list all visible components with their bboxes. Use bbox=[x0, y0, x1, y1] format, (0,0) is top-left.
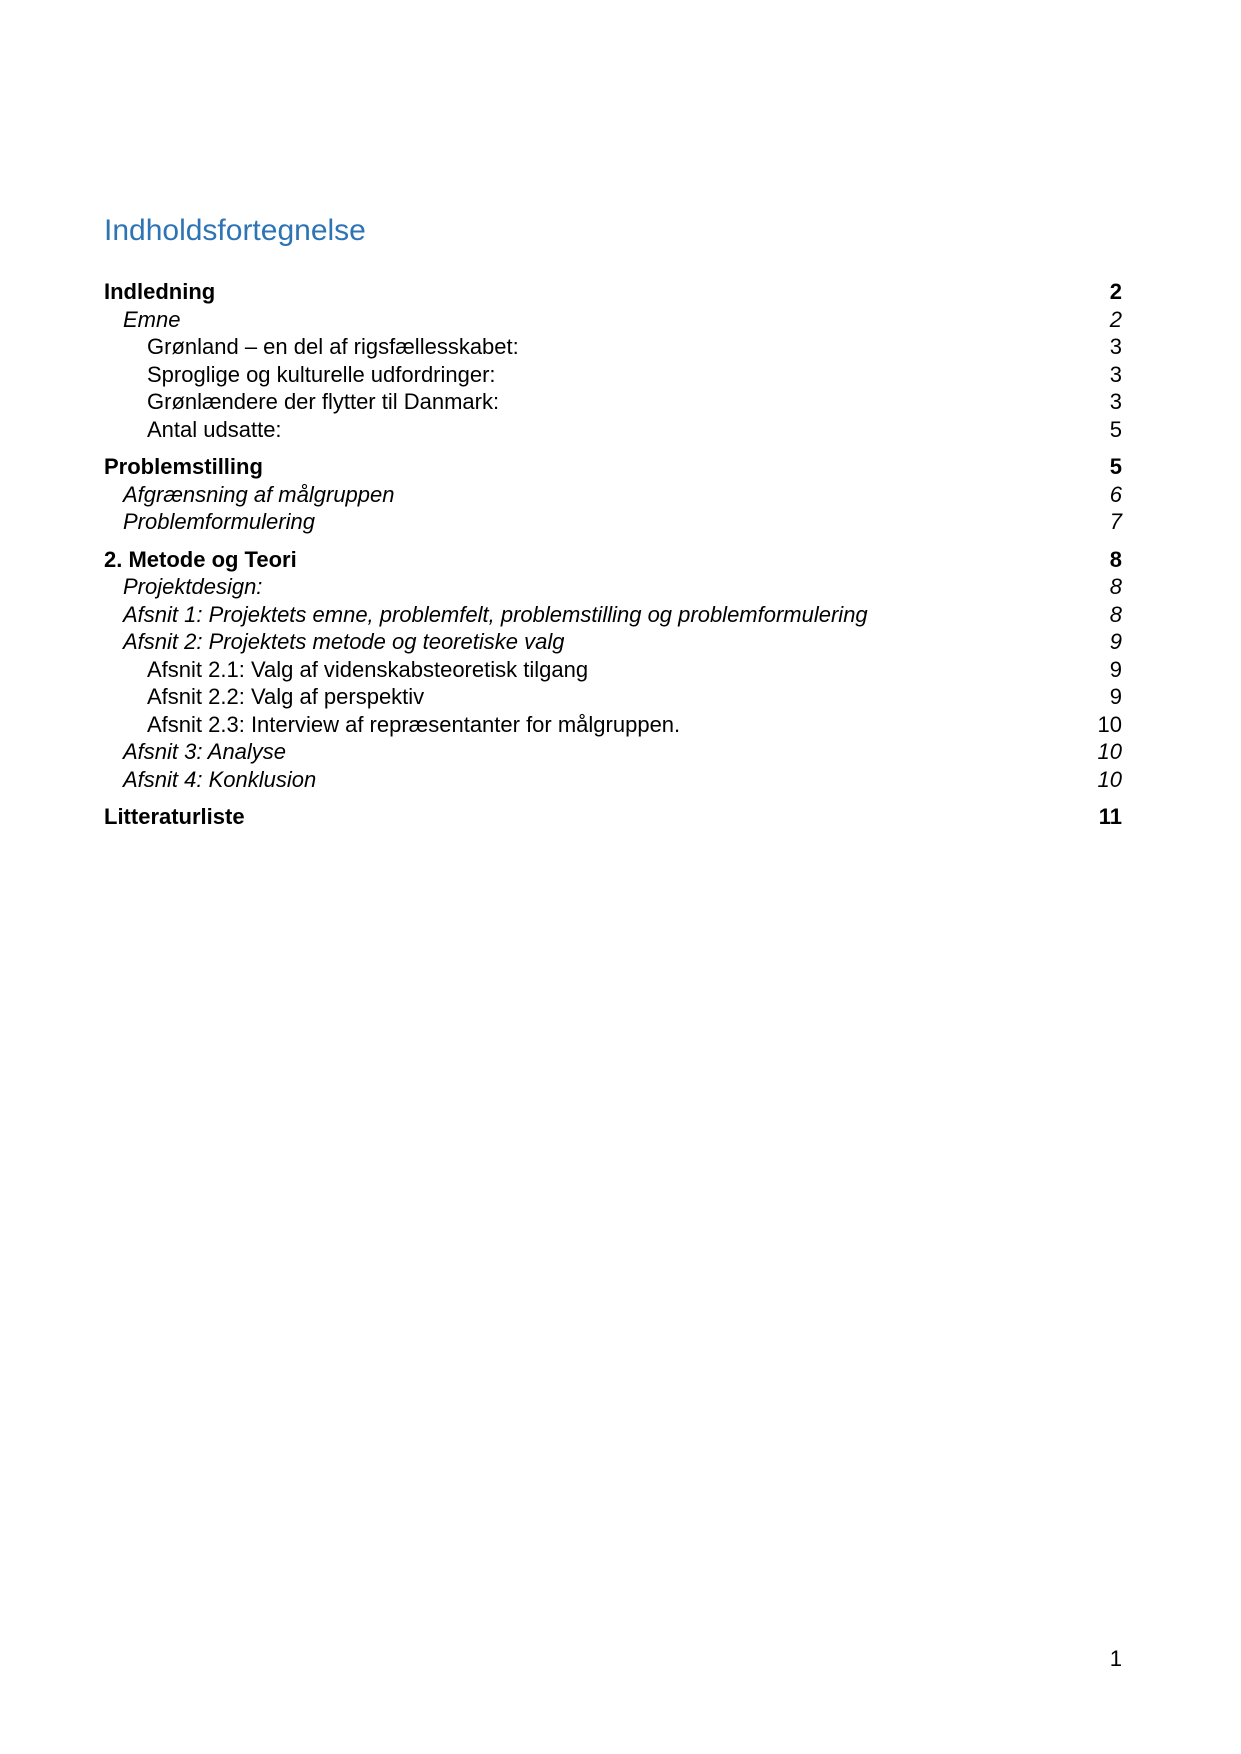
toc-entry-page: 6 bbox=[1109, 481, 1122, 507]
toc-entry-page: 8 bbox=[1109, 546, 1122, 572]
toc-entry-page: 5 bbox=[1109, 416, 1122, 442]
toc-section bbox=[104, 212, 1122, 831]
toc-entry-page: 8 bbox=[1109, 601, 1122, 627]
toc-list bbox=[104, 278, 1122, 831]
toc-entry-label: Sproglige og kulturelle udfordringer: bbox=[147, 361, 496, 387]
toc-entry[interactable] bbox=[104, 803, 1122, 831]
toc-entry[interactable] bbox=[104, 738, 1122, 766]
toc-entry-label: Afgrænsning af målgruppen bbox=[123, 481, 395, 507]
toc-entry[interactable] bbox=[104, 508, 1122, 536]
toc-entry-label: Indledning bbox=[104, 279, 216, 304]
page-number: 1 bbox=[1109, 1646, 1122, 1671]
toc-entry-label: Grønlændere der flytter til Danmark: bbox=[147, 389, 500, 414]
toc-entry[interactable] bbox=[104, 361, 1122, 389]
toc-entry[interactable] bbox=[104, 628, 1122, 656]
toc-entry-page: 10 bbox=[1097, 739, 1122, 764]
toc-entry-label: Projektdesign: bbox=[123, 574, 263, 599]
toc-entry-page: 9 bbox=[1109, 684, 1122, 709]
toc-entry-label: Afsnit 3: Analyse bbox=[123, 739, 287, 764]
toc-entry-page: 9 bbox=[1109, 656, 1122, 682]
toc-entry-label: Afsnit 2: Projektets metode og teoretiske valg bbox=[123, 629, 565, 654]
toc-entry[interactable] bbox=[104, 278, 1122, 306]
toc-entry-page: 10 bbox=[1097, 711, 1122, 737]
toc-entry[interactable] bbox=[104, 453, 1122, 481]
toc-entry-label: Grønland – en del af rigsfællesskabet: bbox=[147, 334, 519, 359]
toc-entry-page: 9 bbox=[1109, 629, 1122, 654]
toc-entry-page: 5 bbox=[1109, 454, 1122, 479]
toc-entry[interactable] bbox=[104, 388, 1122, 416]
toc-entry-label: Afsnit 4: Konklusion bbox=[123, 766, 317, 792]
toc-entry-label: Afsnit 2.2: Valg af perspektiv bbox=[147, 684, 425, 709]
toc-entry[interactable] bbox=[104, 656, 1122, 684]
toc-entry-label: Litteraturliste bbox=[104, 804, 245, 829]
toc-entry-label: Problemstilling bbox=[104, 454, 263, 479]
toc-entry-page: 10 bbox=[1097, 766, 1122, 792]
toc-entry[interactable] bbox=[104, 481, 1122, 509]
toc-entry[interactable] bbox=[104, 766, 1122, 794]
toc-entry-label: Emne bbox=[123, 306, 181, 332]
toc-entry-page: 2 bbox=[1109, 279, 1122, 304]
toc-entry-page: 3 bbox=[1109, 334, 1122, 359]
toc-title: Indholdsfortegnelse bbox=[104, 214, 366, 247]
toc-entry[interactable] bbox=[104, 683, 1122, 711]
toc-entry[interactable] bbox=[104, 601, 1122, 629]
toc-entry-page: 7 bbox=[1109, 509, 1122, 534]
toc-entry-label: Problemformulering bbox=[123, 509, 315, 534]
toc-entry-page: 8 bbox=[1109, 574, 1122, 599]
toc-entry-page: 3 bbox=[1109, 389, 1122, 414]
toc-entry[interactable] bbox=[104, 333, 1122, 361]
toc-entry-label: Antal udsatte: bbox=[147, 416, 282, 442]
toc-entry[interactable] bbox=[104, 416, 1122, 444]
toc-entry[interactable] bbox=[104, 573, 1122, 601]
toc-entry-label: 2. Metode og Teori bbox=[104, 546, 297, 572]
toc-entry-page: 3 bbox=[1109, 361, 1122, 387]
toc-entry-label: Afsnit 2.3: Interview af repræsentanter for målgruppen. bbox=[147, 711, 681, 737]
toc-entry[interactable] bbox=[104, 546, 1122, 574]
toc-entry-page: 2 bbox=[1109, 306, 1122, 332]
toc-entry-label: Afsnit 2.1: Valg af videnskabsteoretisk tilgang bbox=[147, 656, 589, 682]
toc-entry-page: 11 bbox=[1098, 804, 1122, 829]
toc-entry[interactable] bbox=[104, 306, 1122, 334]
toc-entry-label: Afsnit 1: Projektets emne, problemfelt, problemstilling og problemformulering bbox=[123, 601, 868, 627]
toc-entry[interactable] bbox=[104, 711, 1122, 739]
